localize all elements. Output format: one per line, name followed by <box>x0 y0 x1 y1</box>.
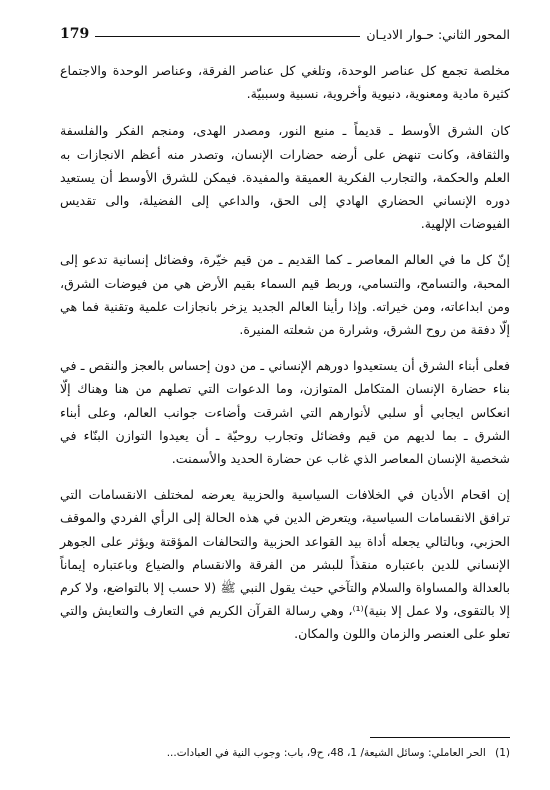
body-text <box>60 59 510 646</box>
header-title: المحور الثاني: حـوار الاديـان <box>366 26 510 42</box>
footnote-number: (1) <box>495 747 510 759</box>
paragraph: إن اقحام الأديان في الخلافات السياسية والحزبية يعرضه لمختلف الانقسامات التي ترافق الانقسامات السياسية، ويتعرض الدين في هذه الحالة إلى الرأي الفردي والموقف الحزبي، وبالتالي يجعله أداة بيد القواعد الحزبية والتحالفات المؤقتة ويؤثر على الجوهر الإنساني للدين باعتباره منقذاً للبشر من الفرقة والانقسام والضياع وباعتباره إيماناً بالعدالة والمساواة والسلام والتآخي حيث يقول النبي ﷺ (لا حسب إلا بالتواضع، ولا كرم إلا بالتقوى، ولا عمل إلا بنية)⁽¹⁾، وهي رسالة القرآن الكريم في التعارف والتعايش والتي تعلو على العنصر والزمان واللون والمكان. <box>60 487 510 642</box>
paragraph: مخلصة تجمع كل عناصر الوحدة، وتلغي كل عناصر الفرقة، وعناصر الوحدة والاجتماع كثيرة مادية ومعنوية، دنيوية وأخروية، نسبية وسببيّة. <box>60 63 510 102</box>
paragraph: إنّ كل ما في العالم المعاصر ـ كما القديم ـ من قيم خيّرة، وفضائل إنسانية تدعو إلى المحبة، والتسامح، والتسامي، وربط قيم السماء بقيم الأرض هي من فيوضات الشرق، ومن ابداعاته، ومن خيراته. وإذا رأينا العالم الجديد يزخر بانجازات علمية وتقنية فما هي إلّا دفقة من روح الشرق، وشرارة من شعلته المنيرة. <box>60 252 510 338</box>
footnote <box>60 745 510 761</box>
footnote-rule <box>370 737 510 738</box>
paragraph: فعلى أبناء الشرق أن يستعيدوا دورهم الإنساني ـ من دون إحساس بالعجز والنقص ـ في بناء حضارة الإنسان المتكامل المتوازن، وما الدعوات التي تصلهم من هنا وهناك إلّا انعكاس ايجابي أو سلبي لأنوارهم التي اشرقت وأضاءت جوانب العالم، وعلى أبناء الشرق ـ بما لديهم من قيم وفضائل وتجارب روحيّة ـ أن يعيدوا التوازن البنّاء في شخصية الإنسان المعاصر الذي غاب عن حضارة الحديد والأسمنت. <box>60 358 510 467</box>
header-rule <box>95 36 360 37</box>
footnote-text: الحر العاملي: وسائل الشيعة/ 1، 48، ح9، باب: وجوب النية في العبادات... <box>166 747 486 759</box>
running-header <box>60 22 510 47</box>
page-number: 179 <box>60 26 90 42</box>
paragraph: كان الشرق الأوسط ـ قديماً ـ منبع النور، ومصدر الهدى، ومنجم الفكر والفلسفة والثقافة، وكانت تنهض على أرضه حضارات الإنسان، وتصدر منه أعظم الانجازات به العلم والحكمة، والتجارب الفكرية العميقة والمفيدة. فيمكن للشرق الأوسط أن يستعيد دوره الإنساني الحضاري الهادي إلى الحق، والداعي إلى الفضيلة، والى تقديس الفيوضات الإلهية. <box>60 123 510 232</box>
